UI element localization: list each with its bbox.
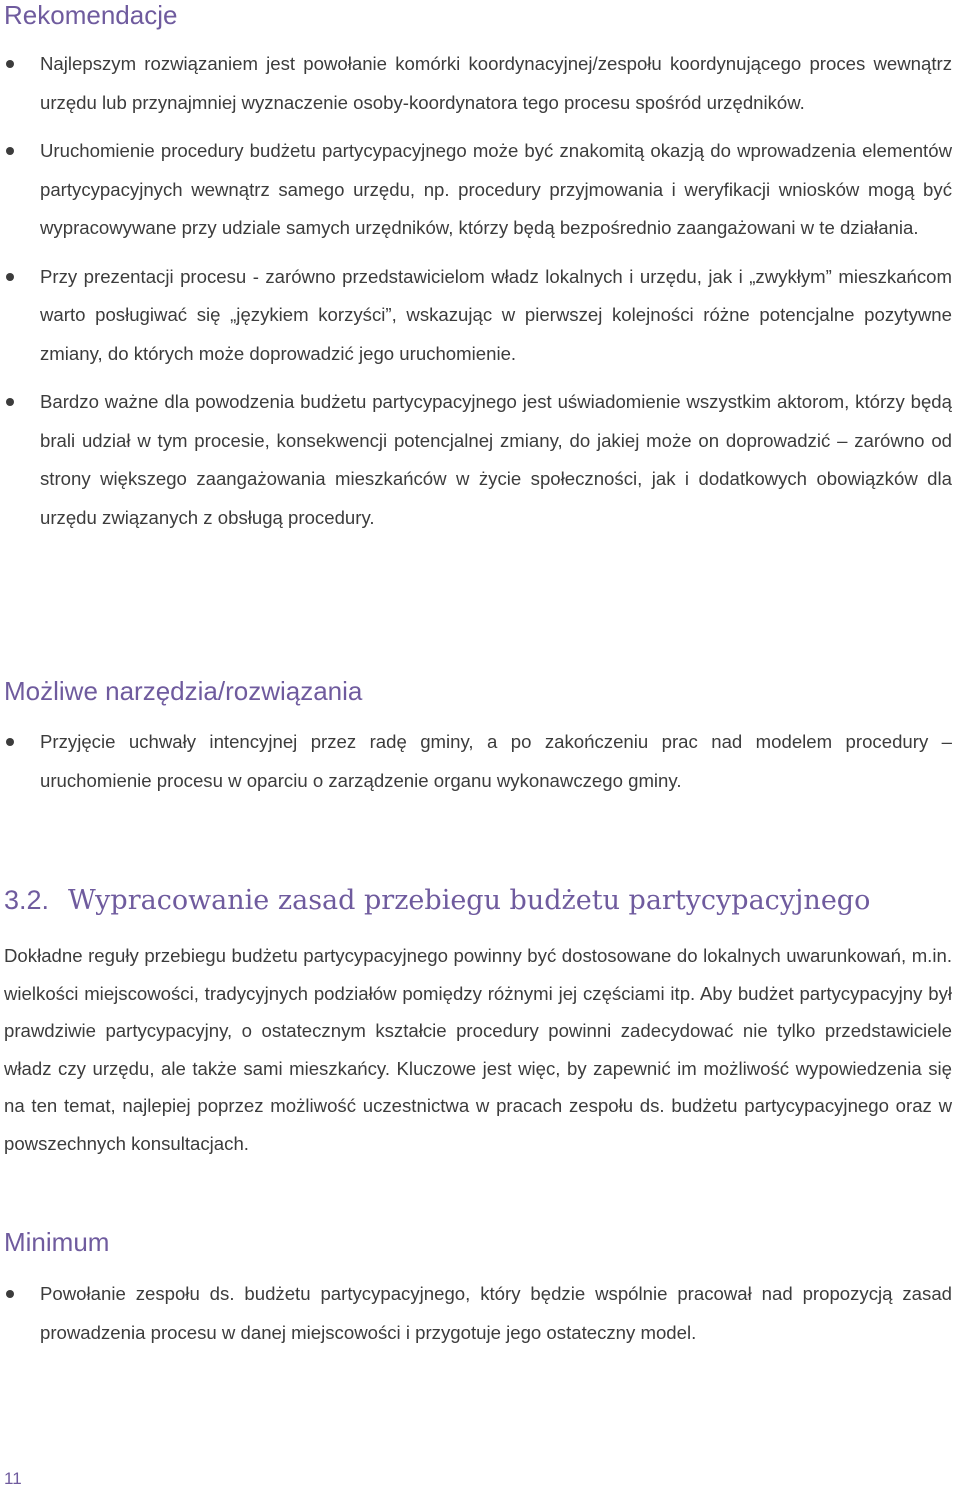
list-item-text: Powołanie zespołu ds. budżetu partycypacyjnego, który będzie wspólnie pracował nad propozycją zasad prowadzenia procesu w danej miejscowości i przygotuje jego ostateczny model. <box>40 1283 952 1343</box>
list-narzedzia <box>0 723 952 800</box>
bullet-icon <box>6 147 14 155</box>
list-rekomendacje <box>0 45 952 537</box>
list-minimum <box>0 1275 952 1352</box>
bullet-icon <box>6 60 14 68</box>
list-item <box>0 1275 952 1352</box>
list-item <box>0 383 952 537</box>
section-3-2-paragraph: Dokładne reguły przebiegu budżetu partycypacyjnego powinny być dostosowane do lokalnych uwarunkowań, m.in. wielkości miejscowości, tradycyjnych podziałów pomiędzy różnymi jej częściami itp. Aby budżet partycypacyjny był prawdziwie partycypacyjny, o ostatecznym kształcie procedury powinni zadecydować nie tylko przedstawiciele władz czy urzędu, ale także sami mieszkańcy. Kluczowe jest więc, by zapewnić im możliwość wypowiedzenia się na ten temat, najlepiej poprzez możliwość uczestnictwa w pracach zespołu ds. budżetu partycypacyjnego oraz w powszechnych konsultacjach. <box>4 945 952 1154</box>
list-item <box>0 45 952 122</box>
list-item-text: Najlepszym rozwiązaniem jest powołanie komórki koordynacyjnej/zespołu koordynującego proces wewnątrz urzędu lub przynajmniej wyznaczenie osoby-koordynatora tego procesu spośród urzędników. <box>40 53 952 113</box>
list-item <box>0 132 952 248</box>
bullet-icon <box>6 273 14 281</box>
heading-minimum: Minimum <box>4 1227 110 1257</box>
list-item <box>0 723 952 800</box>
bullet-icon <box>6 398 14 406</box>
list-item-text: Bardzo ważne dla powodzenia budżetu partycypacyjnego jest uświadomienie wszystkim aktorom, którzy będą brali udział w tym procesie, konsekwencji potencjalnej zmiany, do jakiej może on doprowadzić – zarówno od strony większego zaangażowania mieszkańców w życie społeczności, jak i dodatkowych obowiązków dla urzędu związanych z obsługą procedury. <box>40 391 952 528</box>
section-number: 3.2. <box>4 885 50 915</box>
section-heading-3-2 <box>4 885 870 916</box>
list-item <box>0 258 952 374</box>
heading-narzedzia: Możliwe narzędzia/rozwiązania <box>4 676 363 706</box>
heading-rekomendacje: Rekomendacje <box>4 0 178 30</box>
section-title: Wypracowanie zasad przebiegu budżetu partycypacyjnego <box>68 885 871 916</box>
bullet-icon <box>6 738 14 746</box>
bullet-icon <box>6 1290 14 1298</box>
list-item-text: Przyjęcie uchwały intencyjnej przez radę gminy, a po zakończeniu prac nad modelem procedury – uruchomienie procesu w oparciu o zarządzenie organu wykonawczego gminy. <box>40 731 952 791</box>
page-number: 11 <box>4 1469 22 1488</box>
list-item-text: Przy prezentacji procesu - zarówno przedstawicielom władz lokalnych i urzędu, jak i „zwykłym” mieszkańcom warto posługiwać się „językiem korzyści”, wskazując w pierwszej kolejności różne potencjalne pozytywne zmiany, do których może doprowadzić jego uruchomienie. <box>40 265 952 364</box>
list-item-text: Uruchomienie procedury budżetu partycypacyjnego może być znakomitą okazją do wprowadzenia elementów partycypacyjnych wewnątrz samego urzędu, np. procedury przyjmowania i weryfikacji wniosków mogą być wypracowywane przy udziale samych urzędników, którzy będą bezpośrednio zaangażowani w te działania. <box>40 140 952 238</box>
